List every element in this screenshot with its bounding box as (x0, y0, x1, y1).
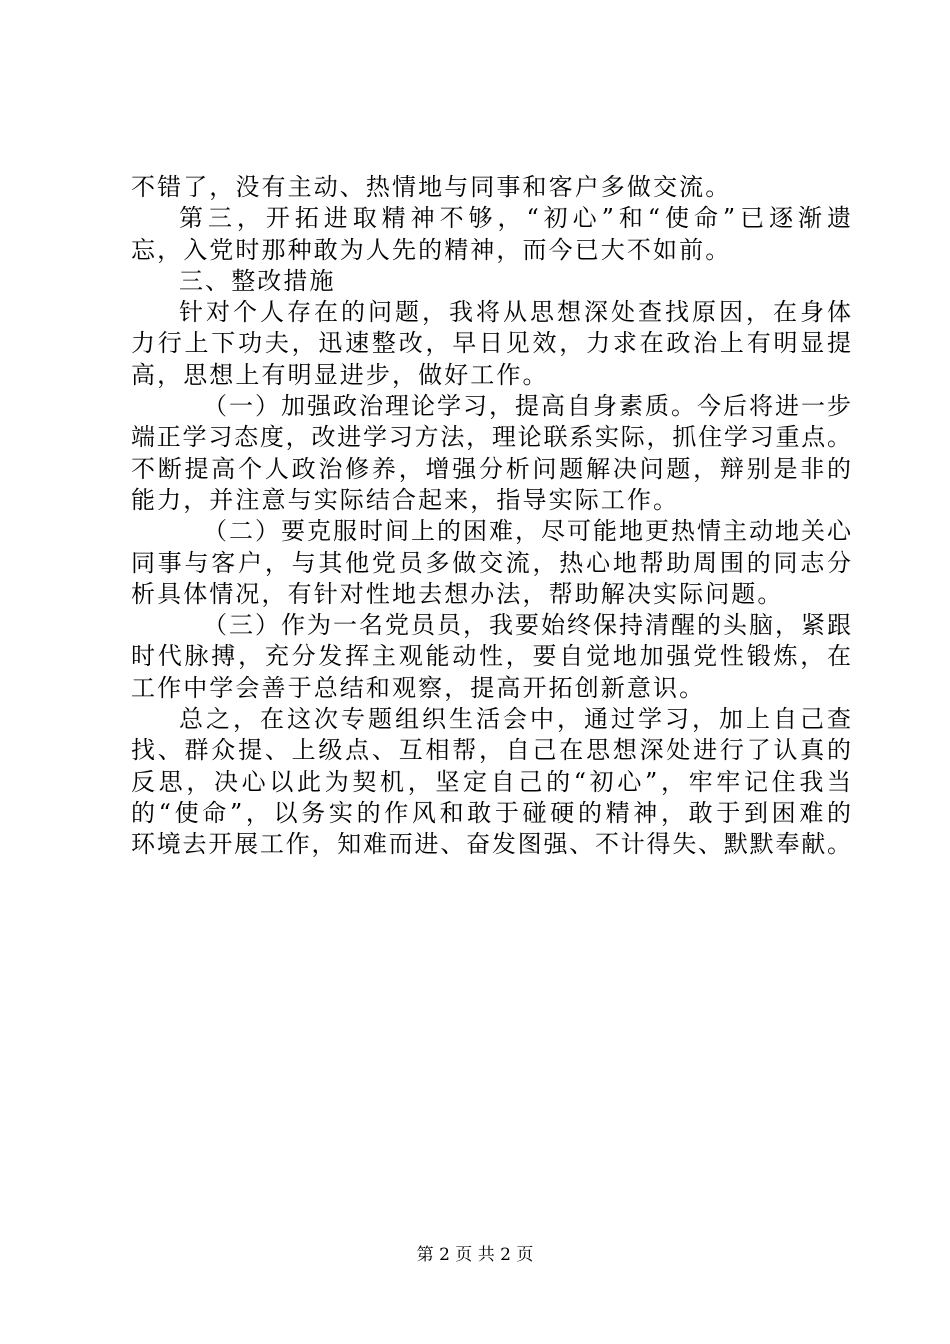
measure-3-line-3: 工作中学会善于总结和观察，提高开拓创新意识。 (131, 673, 706, 702)
document-body (131, 172, 851, 861)
measure-3-line-2: 时代脉搏，充分发挥主观能动性，要自觉地加强党性锻炼，在 (131, 642, 851, 671)
page-number-footer: 第 2 页 共 2 页 (416, 1245, 534, 1265)
measure-2-line-1: （二）要克服时间上的困难，尽可能地更热情主动地关心 (203, 517, 851, 546)
measure-3-line-1: （三）作为一名党员员，我要始终保持清醒的头脑，紧跟 (203, 611, 851, 640)
section-heading-rectification: 三、整改措施 (179, 266, 336, 295)
paragraph-4-line-2: 力行上下功夫，迅速整改，早日见效，力求在政治上有明显提 (131, 329, 851, 358)
measure-2-line-3: 析具体情况，有针对性地去想办法，帮助解决实际问题。 (131, 579, 784, 608)
paragraph-4-line-3: 高，思想上有明显进步，做好工作。 (131, 360, 549, 389)
conclusion-line-5: 环境去开展工作，知难而进、奋发图强、不计得失、默默奉献。 (131, 830, 851, 859)
conclusion-line-3: 反思，决心以此为契机，坚定自己的“初心”，牢牢记住我当 (131, 767, 851, 796)
paragraph-2-line-1: 第三，开拓进取精神不够，“初心”和“使命”已逐渐遗 (179, 204, 851, 233)
measure-1-line-3: 不断提高个人政治修养，增强分析问题解决问题，辩别是非的 (131, 454, 851, 483)
measure-1-line-4: 能力，并注意与实际结合起来，指导实际工作。 (131, 485, 680, 514)
conclusion-line-1: 总之，在这次专题组织生活会中，通过学习，加上自己查 (179, 705, 851, 734)
conclusion-line-4: 的“使命”，以务实的作风和敢于碰硬的精神，敢于到困难的 (131, 798, 851, 827)
measure-1-line-1: （一）加强政治理论学习，提高自身素质。今后将进一步 (203, 392, 851, 421)
paragraph-2-line-2: 忘，入党时那种敢为人先的精神，而今已大不如前。 (131, 235, 732, 264)
paragraph-1-line-1: 不错了，没有主动、热情地与同事和客户多做交流。 (131, 173, 732, 201)
paragraph-4-line-1: 针对个人存在的问题，我将从思想深处查找原因，在身体 (179, 298, 851, 327)
measure-2-line-2: 同事与客户，与其他党员多做交流，热心地帮助周围的同志分 (131, 548, 851, 577)
measure-1-line-2: 端正学习态度，改进学习方法，理论联系实际，抓住学习重点。 (131, 423, 851, 452)
conclusion-line-2: 找、群众提、上级点、互相帮，自己在思想深处进行了认真的 (131, 736, 851, 765)
